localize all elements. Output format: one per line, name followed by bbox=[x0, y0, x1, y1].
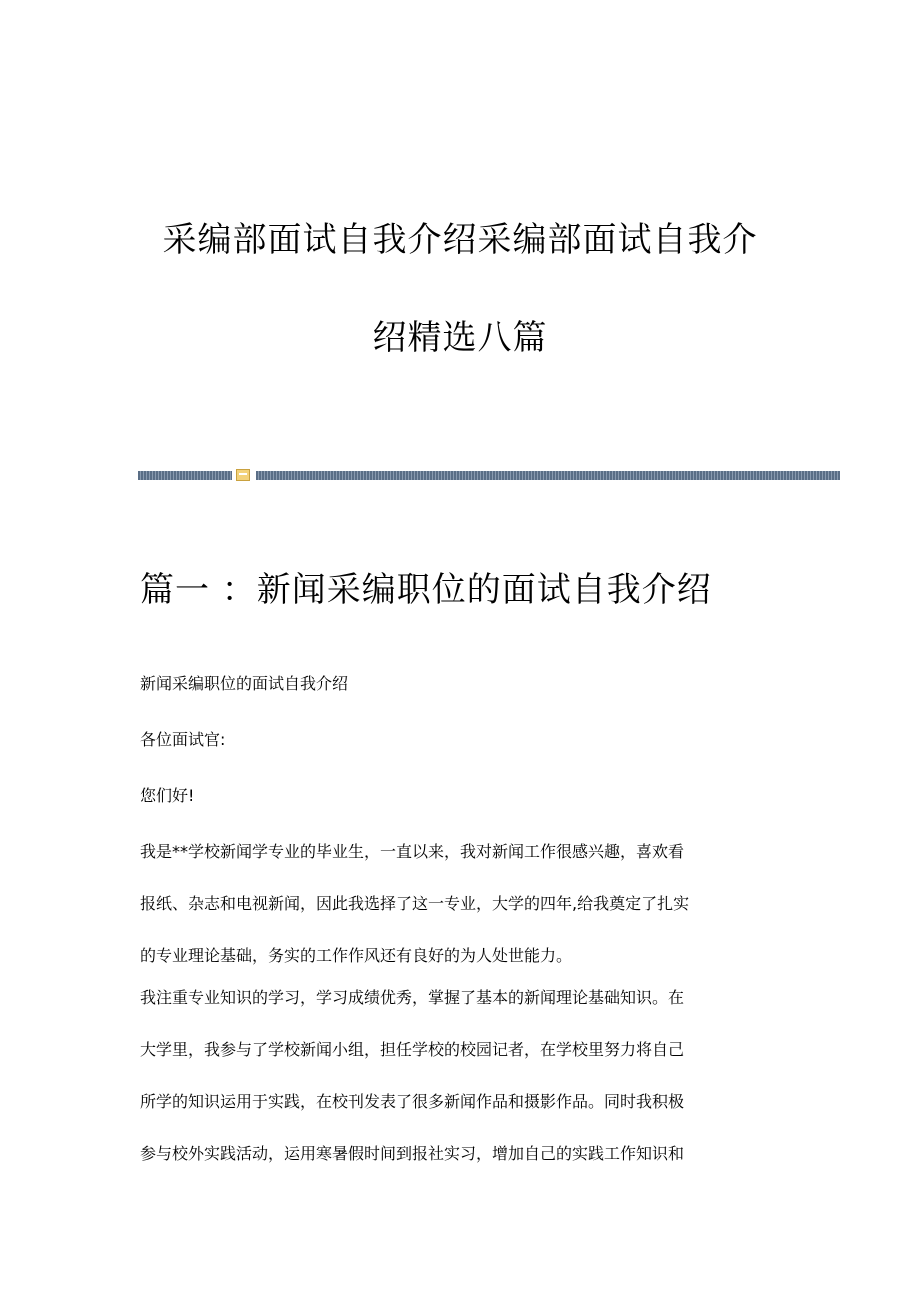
paragraph-line: 新闻采编职位的面试自我介绍 bbox=[140, 674, 349, 693]
paragraph-line: 各位面试官: bbox=[140, 730, 226, 749]
divider-ornament-icon bbox=[236, 469, 250, 481]
divider-bar-right bbox=[256, 471, 840, 480]
paragraph-subtitle bbox=[140, 674, 780, 694]
paragraph-line: 我注重专业知识的学习，学习成绩优秀，掌握了基本的新闻理论基础知识。在 bbox=[140, 988, 685, 1007]
document-title-line-1: 采编部面试自我介绍采编部面试自我介 bbox=[162, 220, 758, 260]
paragraph-salutation bbox=[140, 730, 780, 750]
paragraph-study bbox=[140, 972, 780, 1180]
paragraph-line: 您们好! bbox=[140, 786, 195, 805]
divider-bar-left bbox=[138, 471, 232, 480]
paragraph-intro bbox=[140, 826, 780, 982]
document-title-line-2: 绍精选八篇 bbox=[372, 318, 548, 358]
paragraph-line: 报纸、杂志和电视新闻，因此我选择了这一专业，大学的四年,给我奠定了扎实 bbox=[140, 894, 690, 913]
paragraph-line: 参与校外实践活动，运用寒暑假时间到报社实习，增加自己的实践工作知识和 bbox=[140, 1144, 685, 1163]
paragraph-greeting bbox=[140, 786, 780, 806]
paragraph-line: 大学里，我参与了学校新闻小组，担任学校的校园记者，在学校里努力将自己 bbox=[140, 1040, 685, 1059]
paragraph-line: 的专业理论基础，务实的工作作风还有良好的为人处世能力。 bbox=[140, 946, 573, 965]
paragraph-line: 我是**学校新闻学专业的毕业生，一直以来，我对新闻工作很感兴趣，喜欢看 bbox=[140, 842, 685, 861]
paragraph-line: 所学的知识运用于实践，在校刊发表了很多新闻作品和摄影作品。同时我积极 bbox=[140, 1092, 685, 1111]
section-heading: 篇一 ：新闻采编职位的面试自我介绍 bbox=[140, 570, 712, 610]
title-divider bbox=[138, 471, 840, 480]
